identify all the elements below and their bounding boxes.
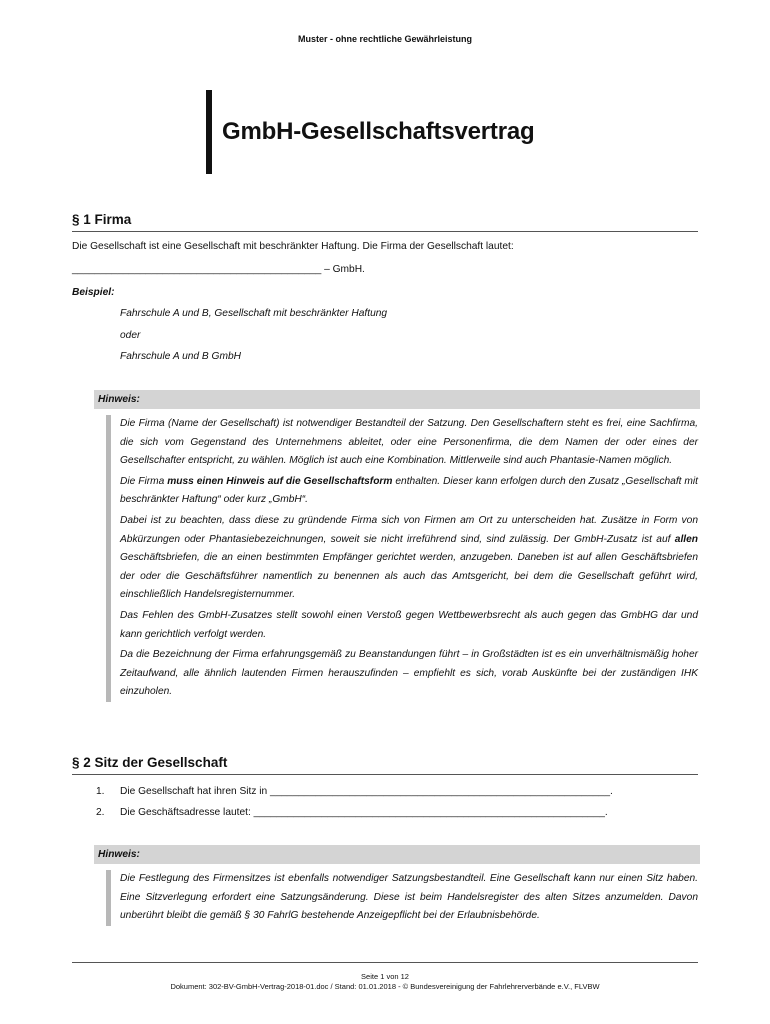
example-or: oder [120,330,141,341]
section-1-heading: § 1 Firma [72,212,698,232]
hint-paragraph [120,512,698,605]
header-note: Muster - ohne rechtliche Gewährleistung [297,34,473,44]
hint-paragraph: Die Firma (Name der Gesellschaft) ist notwendiger Bestandteil der Satzung. Den Gesellschaftern steht es frei, eine Sachfirma, die sich vom Gegenstand des Unternehmens ableitet, oder eine Personenfirma, die dem Namen der oder eines der Gesellschafter entspricht, zu wählen. Möglich ist auch eine Kombination. Mittlerweile sind auch Phantasie-Namen möglich. [120,418,698,467]
firma-blank-line: ____________________________________________ – GmbH. [72,264,365,275]
hint-box-sitz [94,845,700,928]
hint-paragraph: Die Festlegung des Firmensitzes ist ebenfalls notwendiger Satzungsbestandteil. Eine Gesellschaft kann nur einen Sitz haben. Eine Sitzverlegung erfordert eine Satzungsänderung. Diese ist beim Handelsregister des alten Sitzes anzumelden. Davon unberührt bleibt die gemäß § 30 FahrlG bestehende Anzeigepflicht bei der Erlaubnisbehörde. [120,873,698,922]
hint-bold-text: muss einen Hinweis auf die Gesellschaftsform [167,475,393,487]
example-1: Fahrschule A und B, Gesellschaft mit beschränkter Haftung [120,308,388,319]
sitz-line: Die Gesellschaft hat ihren Sitz in ____________________________________________________________. [120,786,613,797]
hint-body [94,870,700,926]
hint-body [94,415,700,702]
hint-label: Hinweis: [94,390,700,409]
document-footer: Dokument: 302-BV-GmbH-Vertrag-2018-01.doc / Stand: 01.01.2018 - © Bundesvereinigung der Fahrlehrerverbände e.V., FLVBW [170,982,600,991]
section-2-heading: § 2 Sitz der Gesellschaft [72,755,698,775]
hint-text: Dabei ist zu beachten, dass diese zu gründende Firma sich von Firmen am Ort zu unterscheiden hat. Zusätze in Form von Abkürzungen oder Phantasiebezeichnungen, soweit sie nicht irreführend sind, sind zulässig. Der GmbH-Zusatz ist auf [120,514,698,545]
hint-text: Die Firma [120,475,168,487]
list-number: 1. [96,786,105,797]
hint-paragraph: Das Fehlen des GmbH-Zusatzes stellt sowohl einen Verstoß gegen Wettbewerbsrecht als auch gegen das GmbHG dar und kann gerichtlich verfolgt werden. [120,609,698,640]
page-number: Seite 1 von 12 [361,972,409,981]
hint-label: Hinweis: [94,845,700,864]
hint-text: Geschäftsbriefen, die an einen bestimmten Empfänger gerichtet werden, anzugeben. Daneben ist auf allen Geschäftsbriefen der oder die Geschäftsführer namentlich zu benennen als auch das Amtsgericht, bei dem die Gesellschaft geführt wird, einschließlich Handelsregisternummer. [120,552,698,601]
example-2: Fahrschule A und B GmbH [120,351,241,362]
hint-box-firma [94,390,700,704]
title-bar [206,90,212,174]
footer-rule [72,962,698,963]
hint-bold-text: allen [674,533,698,545]
section-1-intro: Die Gesellschaft ist eine Gesellschaft mit beschränkter Haftung. Die Firma der Gesellschaft lautet: [72,241,514,252]
address-line: Die Geschäftsadresse lautet: ______________________________________________________________. [120,807,608,818]
hint-text: enthalten. Dieser kann erfolgen durch den Zusatz „Gesellschaft mit beschränkter Haftung“ oder kurz „GmbH“. [120,475,698,506]
example-label: Beispiel: [72,287,115,298]
list-number: 2. [96,807,105,818]
hint-paragraph: Da die Bezeichnung der Firma erfahrungsgemäß zu Beanstandungen führt – in Großstädten ist es ein unverhältnismäßig hoher Zeitaufwand, alle ähnlich lautenden Firmen herauszufinden – empfiehlt es sich, vorab Auskünfte bei der zuständigen IHK einzuholen. [120,649,698,698]
document-title: GmbH-Gesellschaftsvertrag [222,118,535,145]
hint-paragraph [120,473,698,510]
